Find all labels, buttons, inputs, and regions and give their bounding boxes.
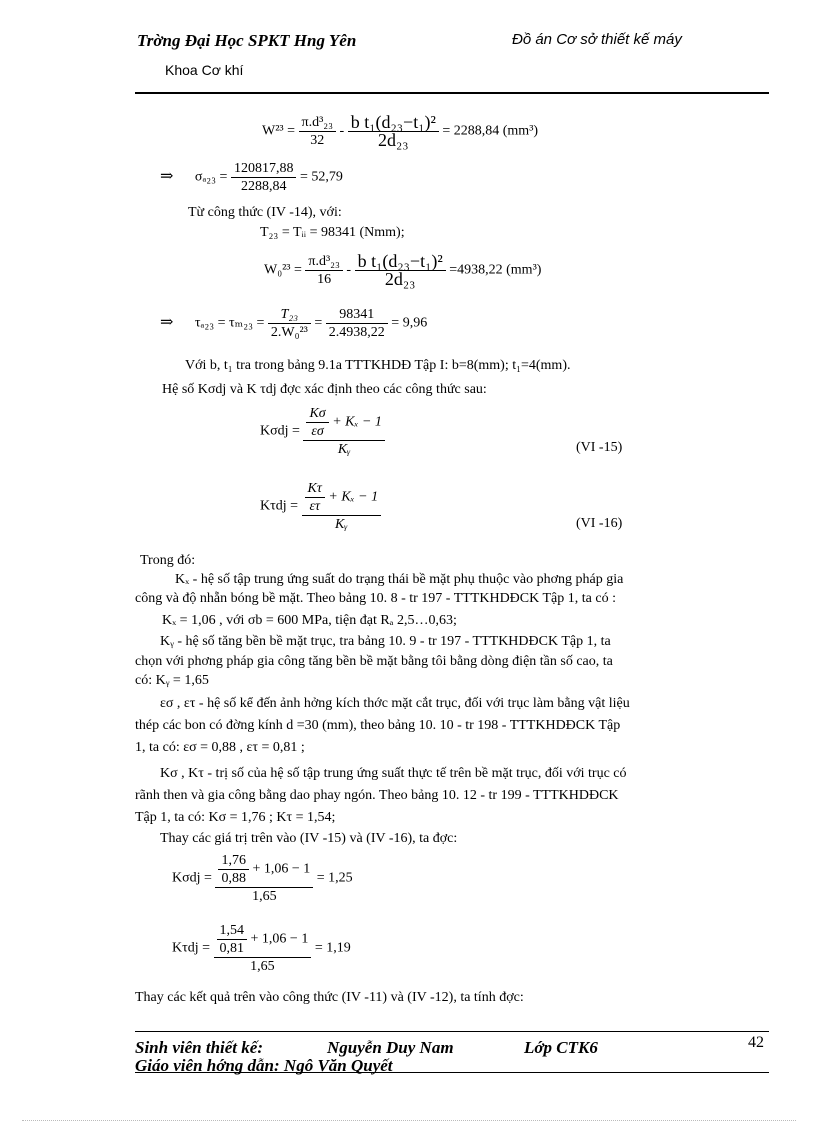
paragraph: Hệ số Kσdj và K τdj đợc xác định theo các công thức sau: xyxy=(162,382,487,397)
paragraph: 1, ta có: εσ = 0,88 , ετ = 0,81 ; xyxy=(135,740,305,755)
equation-sigma: ⇒ σₐ₂₃ = $\frac{120817,88}{2288,84}$ = 52,79 xyxy=(160,161,343,194)
teacher-name: Giáo viên hớng dẫn: Ngô Văn Quyết xyxy=(135,1056,393,1075)
fraction: $\frac{\text{b t₁(d₂₃−t₁)²}}{\text{2d₂₃}}$ xyxy=(348,114,439,149)
equation-ktau-value: Kτdj = $\frac{1,54}{0,81}$ + 1,06 − 1 1,65 = 1,19 xyxy=(172,923,351,974)
paragraph: chọn với phơng pháp gia công tăng bền bề mặt bằng tôi bằng dòng điện tần số cao, ta xyxy=(135,654,613,669)
student-name: Nguyễn Duy Nam xyxy=(327,1038,454,1057)
page-number: 42 xyxy=(748,1034,764,1051)
paragraph: Thay các giá trị trên vào (IV -15) và (IV -16), ta đợc: xyxy=(160,831,458,846)
equation-ksigma-value: Kσdj = $\frac{1,76}{0,88}$ + 1,06 − 1 1,65 = 1,25 xyxy=(172,853,353,904)
equation-ksigma: Kσdj = $\frac{K\sigma}{\varepsilon\sigma}$ + Kₓ − 1 Kᵧ xyxy=(260,405,385,458)
faculty-name: Khoa Cơ khí xyxy=(165,62,244,78)
paragraph: Kσ , Kτ - trị số của hệ số tập trung ứng suất thực tế trên bề mặt trục, đối với trục có xyxy=(160,766,627,781)
paragraph: thép các bon có đờng kính d =30 (mm), theo bảng 10. 10 - tr 198 - TTTKHDĐCK Tập xyxy=(135,718,621,733)
header-rule xyxy=(135,92,769,94)
paragraph: rãnh then và gia công bằng dao phay ngón. Theo bảng 10. 12 - tr 199 - TTTKHDĐCK xyxy=(135,788,619,803)
fraction: $\frac{\text{π.d³₂₃}}{32}$ xyxy=(299,114,337,149)
equation-tau: ⇒ τₐ₂₃ = τₘ₂₃ = $\frac{\text{T₂₃}}{\text{2.W₀²³}}$ = $\frac{98341}{2.4938,22}$ = 9,96 xyxy=(160,307,428,340)
class-label: Lớp CTK6 xyxy=(524,1038,598,1057)
paragraph: Thay các kết quả trên vào công thức (IV -11) và (IV -12), ta tính đợc: xyxy=(135,990,524,1005)
formula-ref: (VI -15) xyxy=(576,440,623,455)
paragraph: Tập 1, ta có: Kσ = 1,76 ; Kτ = 1,54; xyxy=(135,810,336,825)
paragraph: Với b, t₁ tra trong bảng 9.1a TTTKHDĐ Tập I: b=8(mm); t₁=4(mm). xyxy=(185,358,571,373)
paragraph: Từ công thức (IV -14), với: xyxy=(188,205,342,220)
paragraph: Kₓ - hệ số tập trung ứng suất do trạng thái bề mặt phụ thuộc vào phơng pháp gia xyxy=(175,572,624,587)
footer-bottom-rule xyxy=(135,1072,769,1073)
fraction: $\frac{120817,88}{2288,84}$ xyxy=(231,160,297,195)
eq-lhs: W²³ = xyxy=(262,123,296,139)
equation-ktau: Kτdj = $\frac{K\tau}{\varepsilon\tau}$ + Kₓ − 1 Kᵧ xyxy=(260,480,381,533)
page-edge xyxy=(22,1120,796,1121)
equation-w0: W₀²³ = $\frac{\text{π.d³₂₃}}{16}$ - $\frac{\text{b t₁(d₂₃−t₁)²}}{\text{2d₂₃}}$ =4938,22 (mm³) xyxy=(264,251,542,289)
paragraph: Trong đó: xyxy=(140,553,196,568)
equation-w23: W²³ = $\frac{\text{π.d³₂₃}}{32}$ - $\frac{\text{b t₁(d₂₃−t₁)²}}{\text{2d₂₃}}$ = 2288,84 (mm³) xyxy=(262,112,539,150)
formula-ref: (VI -16) xyxy=(576,516,623,531)
paragraph: εσ , ετ - hệ số kể đến ảnh hởng kích thớc mặt cắt trục, đối với trục làm bằng vật liệu xyxy=(160,696,630,711)
project-title: Đồ án Cơ sở thiết kế máy xyxy=(512,31,682,48)
paragraph: Kₓ = 1,06 , với σb = 600 MPa, tiện đạt Rₐ 2,5…0,63; xyxy=(162,613,457,628)
paragraph: có: Kᵧ = 1,65 xyxy=(135,673,209,688)
footer-rule xyxy=(135,1031,769,1032)
student-label: Sinh viên thiết kế: xyxy=(135,1038,263,1057)
school-name: Trờng Đại Học SPKT Hng Yên xyxy=(137,31,357,50)
paragraph: T₂₃ = Tᵢᵢ = 98341 (Nmm); xyxy=(260,225,405,240)
paragraph: công và độ nhẵn bóng bề mặt. Theo bảng 10. 8 - tr 197 - TTTKHDĐCK Tập 1, ta có : xyxy=(135,591,616,606)
paragraph: Kᵧ - hệ số tăng bền bề mặt trục, tra bảng 10. 9 - tr 197 - TTTKHDĐCK Tập 1, ta xyxy=(160,634,611,649)
